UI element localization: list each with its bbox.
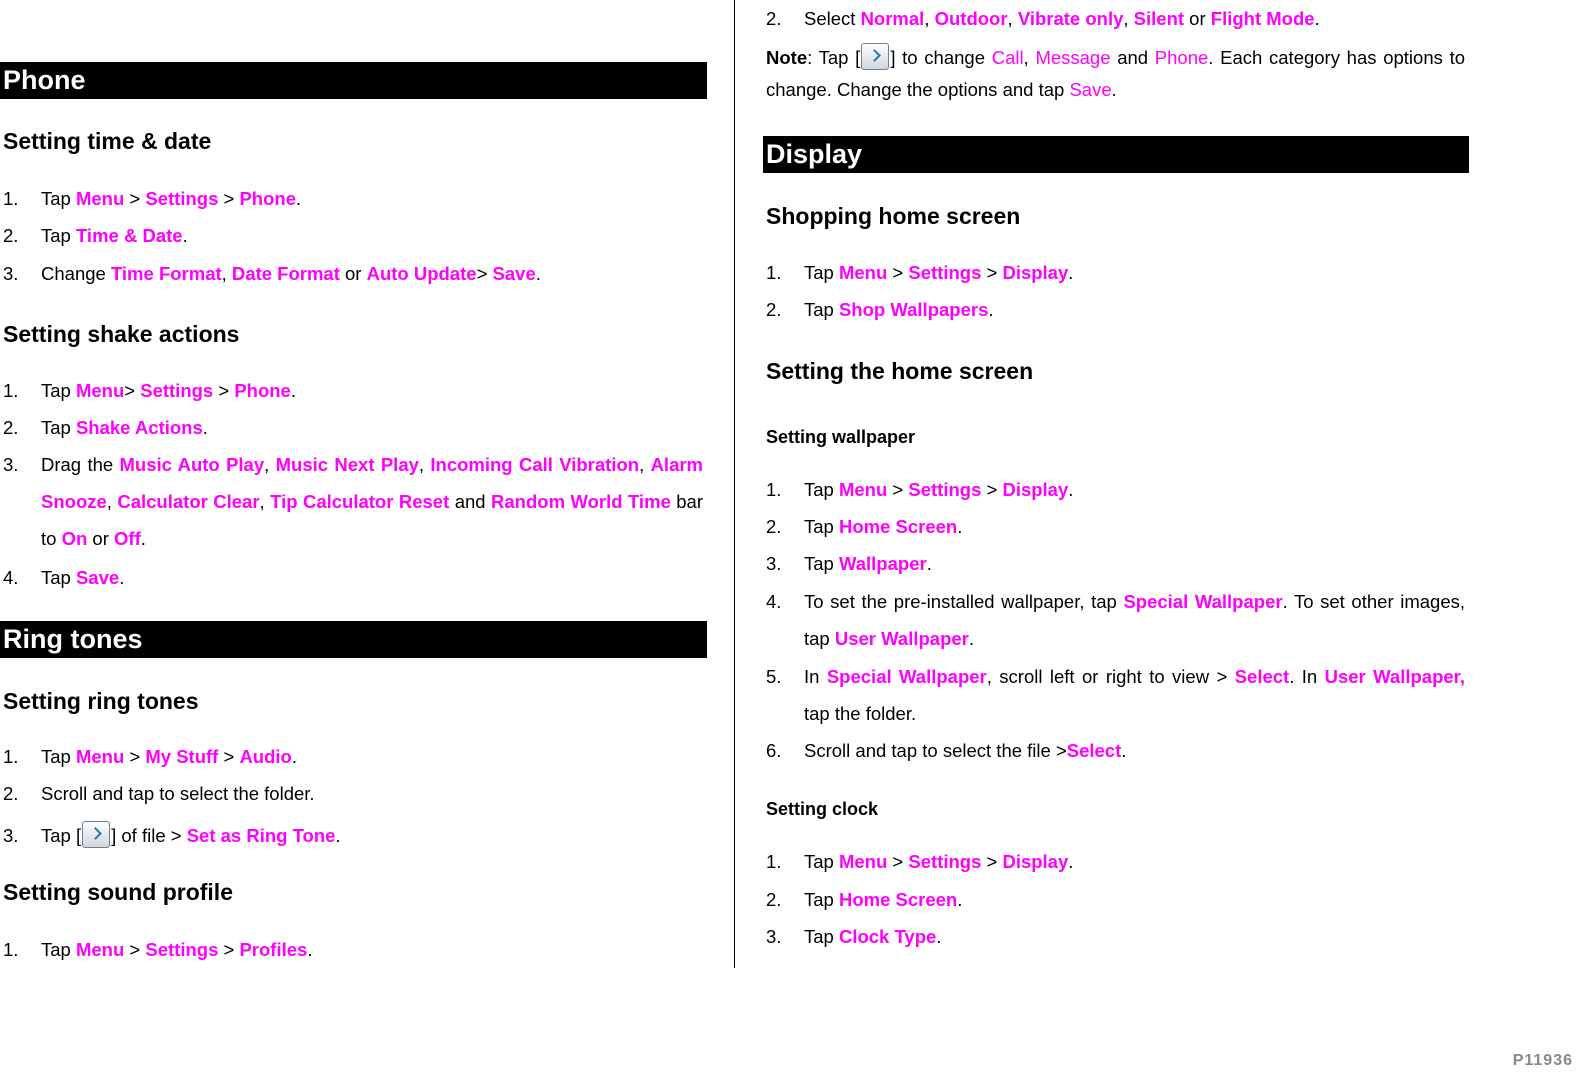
step-sound-2: 2. Select Normal, Outdoor, Vibrate only, Silent or Flight Mode. (766, 8, 1320, 29)
heading-setting-clock: Setting clock (766, 799, 879, 819)
step-wallpaper-2: 2. Tap Home Screen. (766, 516, 963, 537)
section-bar-phone: Phone (0, 62, 707, 99)
step-sound-1: 1. Tap Menu > Settings > Profiles. (3, 939, 313, 960)
chevron-right-icon (861, 43, 889, 70)
heading-shopping-home-screen: Shopping home screen (766, 203, 1021, 229)
step-ring-3: 3. Tap [ ] of file > Set as Ring Tone. (3, 817, 703, 854)
heading-ring-tones: Setting ring tones (3, 688, 199, 714)
step-wallpaper-4: 4. To set the pre-installed wallpaper, tap Special Wallpaper. To set other images, tap User Wallpaper. (766, 591, 1465, 649)
step-time-date-2: 2. Tap Time & Date. (3, 225, 188, 246)
step-wallpaper-1: 1. Tap Menu > Settings > Display. (766, 479, 1074, 500)
step-ring-1: 1. Tap Menu > My Stuff > Audio. (3, 746, 297, 767)
step-shake-1: 1. Tap Menu> Settings > Phone. (3, 380, 296, 401)
heading-setting-home-screen: Setting the home screen (766, 358, 1034, 384)
step-wallpaper-6: 6. Scroll and tap to select the file >Select. (766, 740, 1127, 761)
step-wallpaper-5: 5. In Special Wallpaper, scroll left or right to view > Select. In User Wallpaper, tap the folder. (766, 666, 1465, 724)
note-paragraph: Note: Tap [ ] to change Call, Message and Phone. Each category has options to change. Change the options and tap Save. (766, 42, 1465, 106)
page-id: P11936 (1512, 1052, 1573, 1069)
step-clock-1: 1. Tap Menu > Settings > Display. (766, 851, 1074, 872)
heading-shake-actions: Setting shake actions (3, 321, 240, 347)
step-shake-2: 2. Tap Shake Actions. (3, 417, 208, 438)
step-shake-3: 3. Drag the Music Auto Play, Music Next Play, Incoming Call Vibration, Alarm Snooze, Calculator Clear, Tip Calculator Reset and Random World Time bar to On or Off. (3, 454, 704, 549)
step-clock-3: 3. Tap Clock Type. (766, 926, 942, 947)
column-divider (734, 0, 735, 968)
heading-sound-profile: Setting sound profile (3, 879, 233, 905)
step-time-date-3: 3. Change Time Format, Date Format or Auto Update> Save. (3, 263, 541, 284)
heading-time-date: Setting time & date (3, 128, 212, 154)
chevron-right-icon (82, 821, 110, 848)
step-shake-4: 4. Tap Save. (3, 567, 125, 588)
step-time-date-1: 1. Tap Menu > Settings > Phone. (3, 188, 302, 209)
step-ring-2: 2. Scroll and tap to select the folder. (3, 783, 315, 804)
step-shop-2: 2. Tap Shop Wallpapers. (766, 299, 994, 320)
section-bar-ring-tones: Ring tones (0, 621, 707, 658)
step-wallpaper-3: 3. Tap Wallpaper. (766, 553, 932, 574)
step-clock-2: 2. Tap Home Screen. (766, 889, 963, 910)
step-shop-1: 1. Tap Menu > Settings > Display. (766, 262, 1074, 283)
heading-setting-wallpaper: Setting wallpaper (766, 427, 916, 447)
section-bar-display: Display (763, 136, 1469, 173)
